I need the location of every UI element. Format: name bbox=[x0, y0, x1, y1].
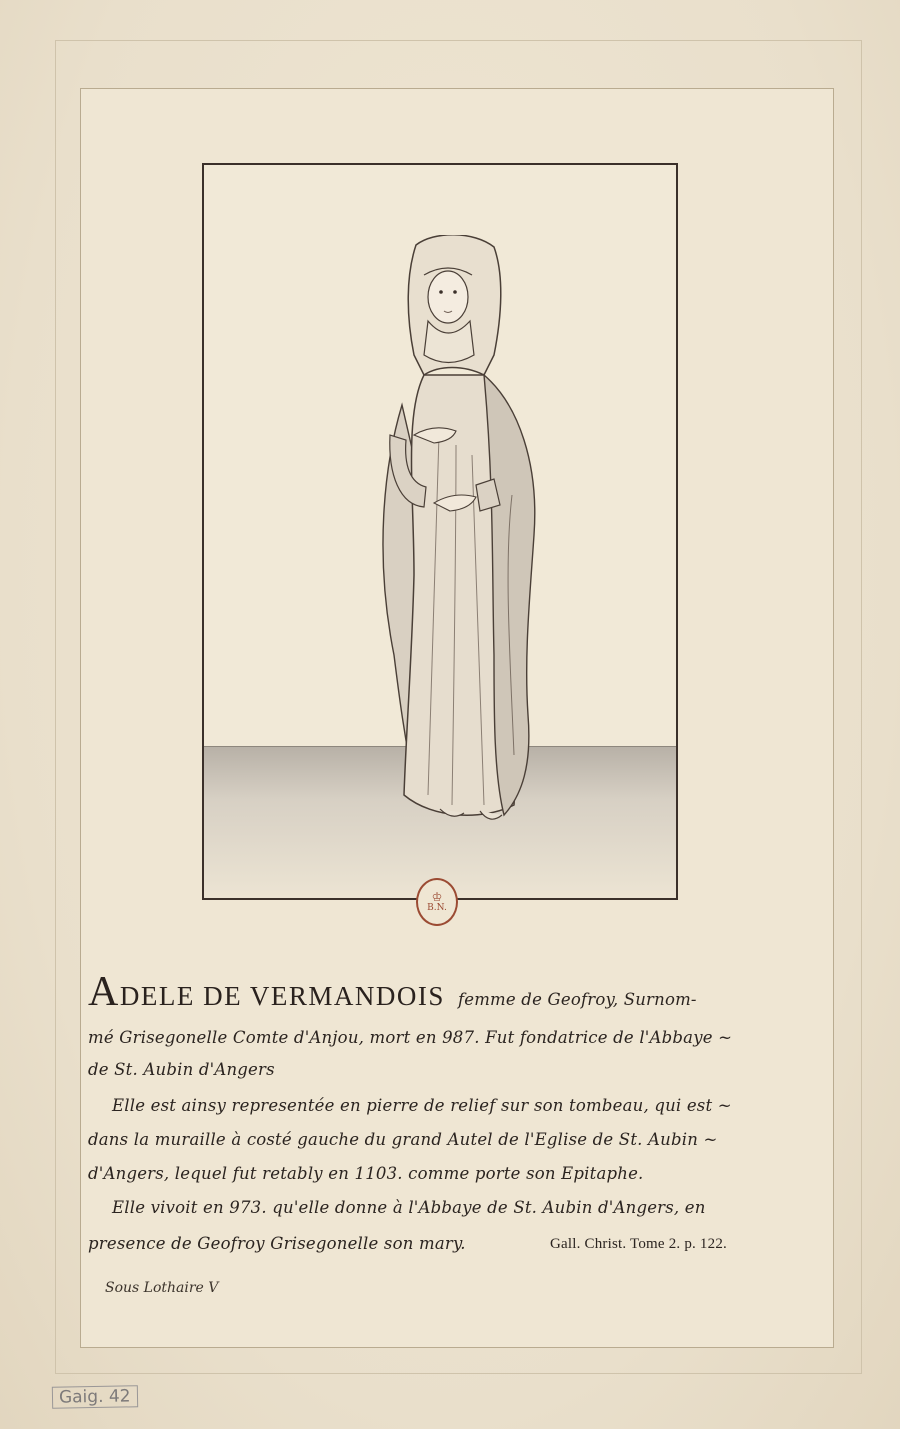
pencil-shelfmark: Gaig. 42 bbox=[52, 1385, 138, 1408]
library-stamp bbox=[416, 878, 458, 926]
caption-line-7: Elle vivoit en 973. qu'elle donne à l'Abbaye de St. Aubin d'Angers, en bbox=[112, 1198, 706, 1217]
bibliographic-reference: Gall. Christ. Tome 2. p. 122. bbox=[550, 1236, 727, 1252]
title-initial: A bbox=[88, 969, 120, 1015]
stamp-text: B.N. bbox=[427, 903, 447, 913]
caption-line-5: dans la muraille à costé gauche du grand Autel de l'Eglise de St. Aubin ~ bbox=[88, 1130, 718, 1149]
caption-title bbox=[88, 969, 445, 1015]
handwritten-note: Sous Lothaire V bbox=[105, 1280, 219, 1296]
crown-icon: ♔ bbox=[431, 890, 443, 904]
caption-line-2: mé Grisegonelle Comte d'Anjou, mort en 987. Fut fondatrice de l'Abbaye ~ bbox=[88, 1028, 733, 1047]
caption-line-4: Elle est ainsy representée en pierre de relief sur son tombeau, qui est ~ bbox=[112, 1096, 732, 1115]
illustration-frame bbox=[202, 163, 678, 900]
title-rest: DELE DE VERMANDOIS bbox=[119, 981, 445, 1011]
title-line bbox=[88, 968, 697, 1016]
caption-line-3: de St. Aubin d'Angers bbox=[88, 1060, 275, 1079]
caption-line-8: presence de Geofroy Grisegonelle son mary. bbox=[88, 1234, 466, 1253]
caption-line-1-tail: femme de Geofroy, Surnom- bbox=[457, 990, 697, 1009]
caption-line-6: d'Angers, lequel fut retably en 1103. comme porte son Epitaphe. bbox=[88, 1164, 644, 1183]
standing-woman-figure bbox=[344, 235, 564, 855]
